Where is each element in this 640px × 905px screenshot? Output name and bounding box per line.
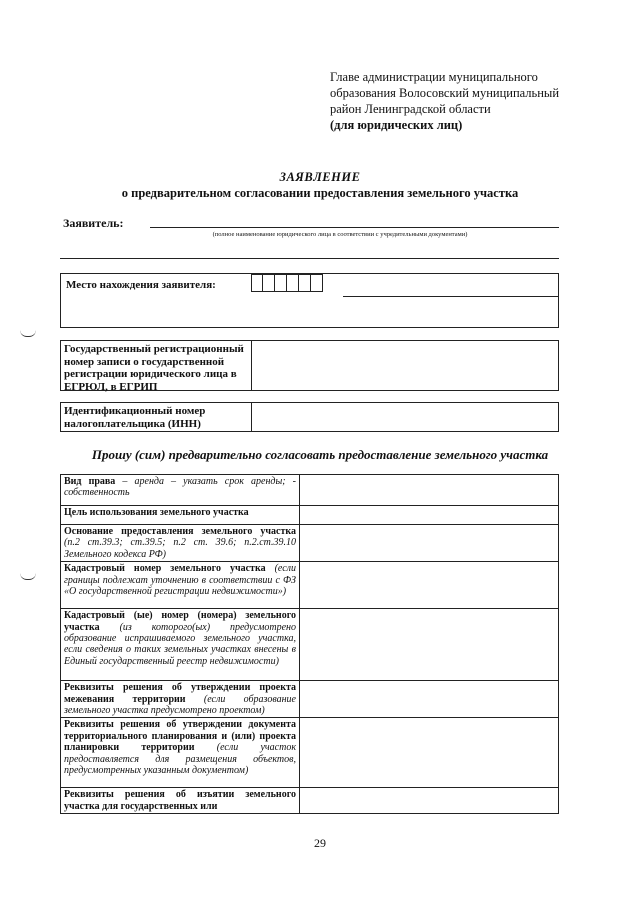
location-box: [60, 273, 559, 328]
row-label-bold: Кадастровый (ые) номер (номера) земельного участка: [64, 610, 296, 633]
row-label: [61, 788, 300, 814]
row-value[interactable]: [300, 525, 559, 562]
row-label-bold: Цель использования земельного участка: [64, 507, 249, 518]
addressee-line-2: образования Волосовский муниципальный: [330, 86, 560, 100]
row-label: [61, 475, 300, 506]
table-row: [61, 506, 559, 525]
row-value[interactable]: [300, 506, 559, 525]
row-label-note: (если границы подлежат уточнению в соответствии с ФЗ «О государственной регистрации недвижимости»): [64, 563, 297, 598]
addressee-line-4: (для юридических лиц): [330, 118, 463, 132]
addressee-block: [330, 69, 590, 133]
inn-label: Идентификационный номер налогоплательщика (ИНН): [64, 405, 206, 430]
row-label-note: (если образование земельного участка предусмотрено проектом): [64, 693, 296, 717]
margin-mark: [20, 330, 36, 337]
row-label: [61, 525, 300, 562]
postal-code-cells[interactable]: [251, 274, 323, 292]
applicant-hint: (полное наименование юридического лица в соответствии с учредительными документами): [212, 231, 468, 238]
row-value[interactable]: [300, 609, 559, 681]
margin-mark: [20, 573, 36, 580]
row-label: [61, 609, 300, 681]
location-line-1[interactable]: [343, 296, 559, 297]
row-label: [61, 681, 300, 718]
applicant-name-line-2[interactable]: [60, 258, 559, 259]
ogrn-label: Государственный регистрационный номер записи о государственной регистрации юридического лица в ЕГРЮЛ, в ЕГРИП: [64, 343, 244, 393]
row-label: [61, 562, 300, 609]
row-label-bold: Реквизиты решения об изъятии земельного участка для государственных или: [64, 789, 296, 812]
table-row: [61, 681, 559, 718]
addressee-line-3: район Ленинградской области: [330, 102, 491, 116]
row-value[interactable]: [300, 718, 559, 788]
row-label-note: (из которого(ых) предусмотрено образование испрашиваемого земельного участка, если сведения о таких земельных участках внесены в Единый государственный реестр недвижимости): [64, 621, 296, 667]
table-row: [61, 718, 559, 788]
table-row: [61, 525, 559, 562]
inn-input[interactable]: [252, 403, 558, 431]
request-heading: Прошу (сим) предварительно согласовать предоставление земельного участка: [91, 447, 549, 462]
row-label-note: (п.2 ст.39.3; ст.39.5; п.2 ст. 39.6; п.2.ст.39.10 Земельного кодекса РФ): [64, 537, 296, 560]
location-label: Место нахождения заявителя:: [66, 279, 216, 291]
ogrn-box: [60, 340, 559, 391]
row-label-note: – аренда – указать срок аренды; - собственность: [64, 476, 296, 499]
applicant-name-line[interactable]: [150, 227, 559, 228]
row-label: [61, 718, 300, 788]
table-row: [61, 475, 559, 506]
row-label: [61, 506, 300, 525]
land-plot-table: [60, 474, 559, 814]
ogrn-input[interactable]: [252, 341, 558, 390]
inn-box: [60, 402, 559, 432]
row-value[interactable]: [300, 562, 559, 609]
row-value[interactable]: [300, 788, 559, 814]
row-value[interactable]: [300, 681, 559, 718]
row-label-bold: Вид права: [64, 476, 116, 487]
row-value[interactable]: [300, 475, 559, 506]
row-label-bold: Основание предоставления земельного участка: [64, 526, 296, 537]
applicant-label: Заявитель:: [63, 216, 124, 230]
row-label-note: (если участок предоставляется для размещения объектов, предусмотренных указанным документом): [64, 742, 297, 777]
page-number: 29: [314, 836, 326, 850]
document-subtitle: о предварительном согласовании предоставления земельного участка: [121, 186, 519, 200]
row-label-bold: Реквизиты решения об утверждении проекта межевания территории: [64, 682, 296, 705]
table-row: [61, 609, 559, 681]
row-label-bold: Кадастровый номер земельного участка: [64, 563, 266, 575]
addressee-line-1: Главе администрации муниципального: [330, 70, 538, 84]
table-row: [61, 788, 559, 814]
document-title: ЗАЯВЛЕНИЕ: [279, 170, 361, 184]
row-label-bold: Реквизиты решения об утверждении документа территориального планирования и (или) проекта планировки территории: [64, 719, 296, 754]
table-row: [61, 562, 559, 609]
